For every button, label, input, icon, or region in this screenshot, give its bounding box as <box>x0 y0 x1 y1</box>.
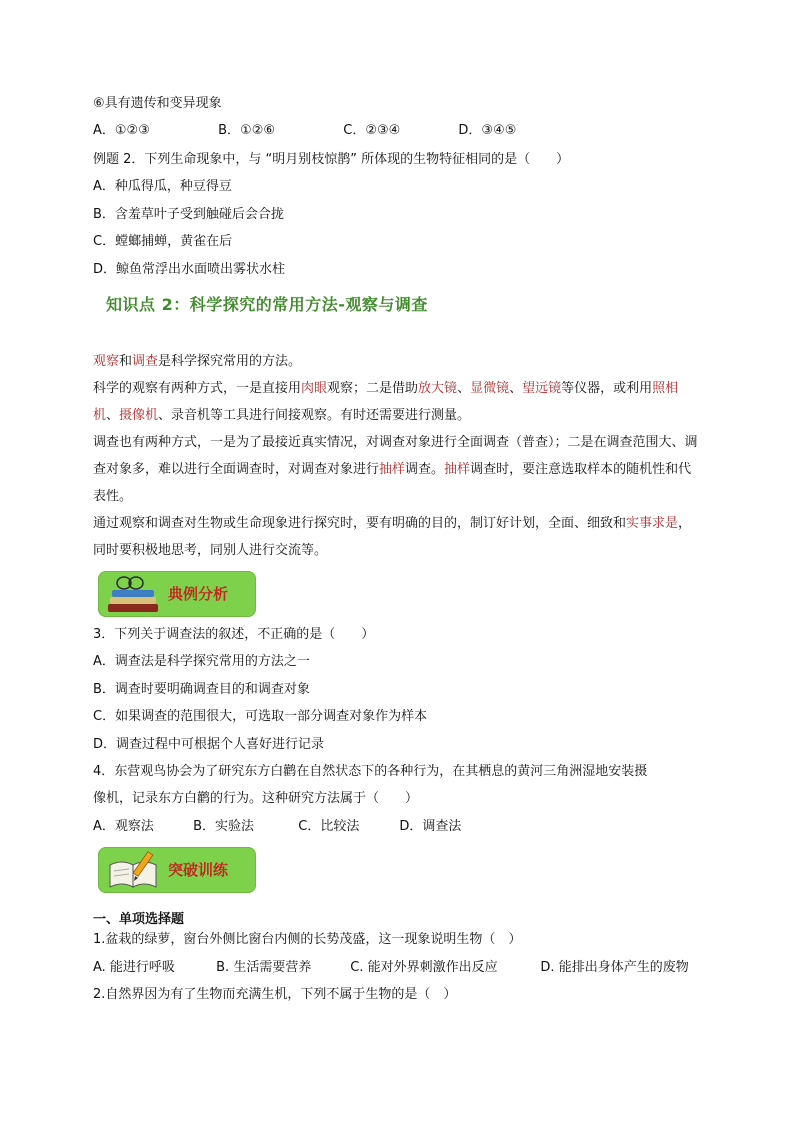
analysis-badge <box>98 571 256 617</box>
q4-option-c: C．比较法 <box>298 819 360 834</box>
book-pencil-icon <box>102 849 164 891</box>
option-b: B．①②⑥ <box>218 123 276 138</box>
text: 、 <box>509 381 523 396</box>
s1-q2-stem: 2.自然界因为有了生物而充满生机，下列不属于生物的是（ ） <box>93 987 457 1002</box>
term-video-camera: 摄像机 <box>119 408 159 423</box>
q3-stem: 3．下列关于调查法的叙述，不正确的是（ ） <box>93 627 375 642</box>
text: 通过观察和调查对生物或生命现象进行探究时，要有明确的目的，制订好计划，全面、细致和 <box>93 516 627 531</box>
option-c: C．②③④ <box>343 123 401 138</box>
option-d: D．③④⑤ <box>458 123 517 138</box>
q4-option-b: B．实验法 <box>193 819 255 834</box>
option-a: A．①②③ <box>93 123 150 138</box>
text: 是科学探究常用的方法。 <box>158 354 302 369</box>
knowledge-point-title: 知识点 2：科学探究的常用方法-观察与调查 <box>106 295 428 314</box>
analysis-badge-label: 典例分析 <box>168 585 229 603</box>
q4-options <box>93 817 461 837</box>
example-2-option-a: A．种瓜得瓜，种豆得豆 <box>93 179 232 194</box>
text: 科学的观察有两种方式，一是直接用 <box>93 381 302 396</box>
paragraph-2 <box>93 375 703 429</box>
example-2-option-d: D．鲸鱼常浮出水面喷出雾状水柱 <box>93 262 286 277</box>
text: 观察；二是借助 <box>327 381 419 396</box>
example-2-option-b: B．含羞草叶子受到触碰后会合拢 <box>93 207 284 222</box>
q3-option-a: A．调查法是科学探究常用的方法之一 <box>93 654 310 669</box>
term-sampling: 抽样 <box>379 462 406 477</box>
q4-stem-line-2: 像机，记录东方白鹳的行为。这种研究方法属于（ ） <box>93 791 419 806</box>
term-sampling-2: 抽样 <box>444 462 471 477</box>
example-2-option-c: C．螳螂捕蝉，黄雀在后 <box>93 234 233 249</box>
text: 、录音机等工具进行间接观察。有时还需要进行测量。 <box>158 408 471 423</box>
q3-option-b: B．调查时要明确调查目的和调查对象 <box>93 682 310 697</box>
term-telescope: 望远镜 <box>522 381 562 396</box>
text: 调查也有两种方式，一是为了最接近真实情况，对调查对象进行全面调查（普查）；二是在调查范围大、调查对象多，难以进行全面调查时，对调查对象进行 <box>93 435 698 477</box>
answer-options-1 <box>93 121 516 141</box>
paragraph-1 <box>93 348 703 375</box>
term-survey: 调查 <box>132 354 159 369</box>
term-observe: 观察 <box>93 354 120 369</box>
example-2-stem: 例题 2．下列生命现象中，与 “明月别枝惊鹊” 所体现的生物特征相同的是（ ） <box>93 152 570 167</box>
q3-option-d: D．调查过程中可根据个人喜好进行记录 <box>93 737 325 752</box>
text: 、 <box>457 381 471 396</box>
q4-stem-line-1: 4．东营观鸟协会为了研究东方白鹳在自然状态下的各种行为，在其栖息的黄河三角洲湿地安装摄 <box>93 764 648 779</box>
text: 调查。 <box>405 462 445 477</box>
s1-q1-option-b: B. 生活需要营养 <box>216 960 312 975</box>
s1-q1-options <box>93 958 689 978</box>
q3-option-c: C．如果调查的范围很大，可选取一部分调查对象作为样本 <box>93 709 428 724</box>
q4-option-a: A．观察法 <box>93 819 154 834</box>
text: 等仪器，或利用 <box>561 381 653 396</box>
text: ，同时要积极地思考，同别人进行交流等。 <box>93 516 692 558</box>
paragraph-3 <box>93 429 703 510</box>
term-fact-seeking: 实事求是 <box>626 516 679 531</box>
training-badge-label: 突破训练 <box>168 861 229 879</box>
s1-q1-stem: 1.盆栽的绿萝，窗台外侧比窗台内侧的长势茂盛，这一现象说明生物（ ） <box>93 932 522 947</box>
option-line-6: ⑥具有遗传和变异现象 <box>93 96 222 111</box>
q4-option-d: D．调查法 <box>399 819 462 834</box>
s1-q1-option-a: A. 能进行呼吸 <box>93 960 175 975</box>
term-naked-eye: 肉眼 <box>301 381 328 396</box>
text: 和 <box>119 354 133 369</box>
text: 、 <box>106 408 120 423</box>
paragraph-4 <box>93 510 703 564</box>
term-camera: 照相机 <box>93 381 679 423</box>
s1-q1-option-c: C. 能对外界刺激作出反应 <box>350 960 498 975</box>
books-icon <box>102 573 164 615</box>
text: 调查时，要注意选取样本的随机性和代表性。 <box>93 462 692 504</box>
term-magnifier: 放大镜 <box>418 381 458 396</box>
s1-q1-option-d: D. 能排出身体产生的废物 <box>540 960 689 975</box>
term-microscope: 显微镜 <box>470 381 510 396</box>
section-title-single-choice: 一、单项选择题 <box>93 912 185 927</box>
training-badge <box>98 847 256 893</box>
